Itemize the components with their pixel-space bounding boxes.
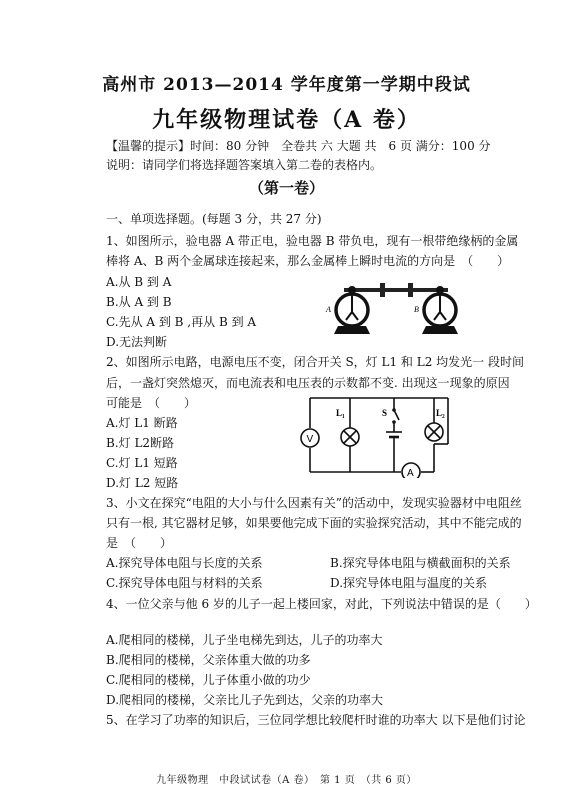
q3-stem-line2: 只有一根, 其它器材足够，如果要他完成下面的实验探究活动，其中不能完成的 xyxy=(106,516,522,530)
q2-option-b: B.灯 L2断路 xyxy=(106,436,175,450)
q3-option-b: B.探究导体电阻与横截面积的关系 xyxy=(330,556,511,570)
q3-stem-line1: 3、小文在探究“电阻的大小与什么因素有关”的活动中，发现实验器材中电阻丝 xyxy=(106,496,522,510)
exam-subtitle: 九年级物理试卷（A 卷） xyxy=(152,107,421,133)
q3-stem-line3: 是 （ ） xyxy=(106,536,173,550)
q4-option-a: A.爬相同的楼梯，儿子坐电梯先到达，儿子的功率大 xyxy=(106,633,383,647)
q4-stem: 4、一位父亲与他 6 岁的儿子一起上楼回家，对此，下列说法中错误的是（ ） xyxy=(106,597,537,611)
exam-title: 高州市 2013—2014 学年度第一学期中段试 xyxy=(102,75,471,95)
q1-option-d: D.无法判断 xyxy=(106,335,168,349)
q3-option-a: A.探究导体电阻与长度的关系 xyxy=(106,556,263,570)
q2-fig-s-label: S xyxy=(382,408,388,418)
q3-option-c: C.探究导体电阻与材料的关系 xyxy=(106,576,263,590)
q1-option-a: A.从 B 到 A xyxy=(106,275,172,289)
q1-option-c: C.先从 A 到 B ,再从 B 到 A xyxy=(106,315,257,329)
q2-fig-l2-label: L₂ xyxy=(436,408,445,418)
q2-option-a: A.灯 L1 断路 xyxy=(106,416,178,430)
q1-option-b: B.从 A 到 B xyxy=(106,295,172,309)
q1-fig-label-b: B xyxy=(414,305,419,314)
q2-stem-line3: 可能是 （ ） xyxy=(106,396,197,410)
circuit-figure xyxy=(298,392,458,478)
q2-stem-line2: 后，一盏灯突然熄灭，而电流表和电压表的示数都不变. 出现这一现象的原因 xyxy=(106,376,510,390)
exam-tip: 【温馨的提示】时间：80 分钟 全卷共 六 大题 共 6 页 满分：100 分 xyxy=(106,139,491,153)
page-footer: 九年级物理 中段试试卷（A 卷） 第 1 页 （共 6 页） xyxy=(156,775,417,786)
q3-option-d: D.探究导体电阻与温度的关系 xyxy=(330,576,488,590)
q5-stem: 5、在学习了功率的知识后，三位同学想比较爬杆时谁的功率大 以下是他们讨论 xyxy=(106,713,526,727)
section-label: （第一卷） xyxy=(248,179,324,197)
q4-option-c: C.爬相同的楼梯，儿子体重小做的功少 xyxy=(106,673,311,687)
q2-stem-line1: 2、如图所示电路，电源电压不变，闭合开关 S，灯 L1 和 L2 均发光一 段时间 xyxy=(106,355,524,369)
q2-fig-l1-label: L₁ xyxy=(336,408,345,418)
q1-stem-line1: 1、如图所示，验电器 A 带正电，验电器 B 带负电，现有一根带绝缘柄的金属 xyxy=(106,234,519,248)
q2-option-d: D.灯 L2 短路 xyxy=(106,476,179,490)
q1-fig-label-a: A xyxy=(326,305,331,314)
q1-stem-line2: 棒将 A、B 两个金属球连接起来，那么金属棒上瞬时电流的方向是 （ ） xyxy=(106,254,510,268)
electroscope-figure xyxy=(322,276,472,340)
q2-fig-voltmeter-label: V xyxy=(306,434,314,445)
q2-option-c: C.灯 L1 短路 xyxy=(106,456,178,470)
part-heading: 一、单项选择题。(每题 3 分，共 27 分) xyxy=(106,212,322,226)
q4-option-d: D.爬相同的楼梯，父亲比儿子先到达，父亲的功率大 xyxy=(106,693,384,707)
q2-fig-ammeter-label: A xyxy=(407,468,414,478)
q4-option-b: B.爬相同的楼梯，父亲体重大做的功多 xyxy=(106,653,311,667)
exam-note: 说明：请同学们将选择题答案填入第二卷的表格内。 xyxy=(106,158,383,172)
